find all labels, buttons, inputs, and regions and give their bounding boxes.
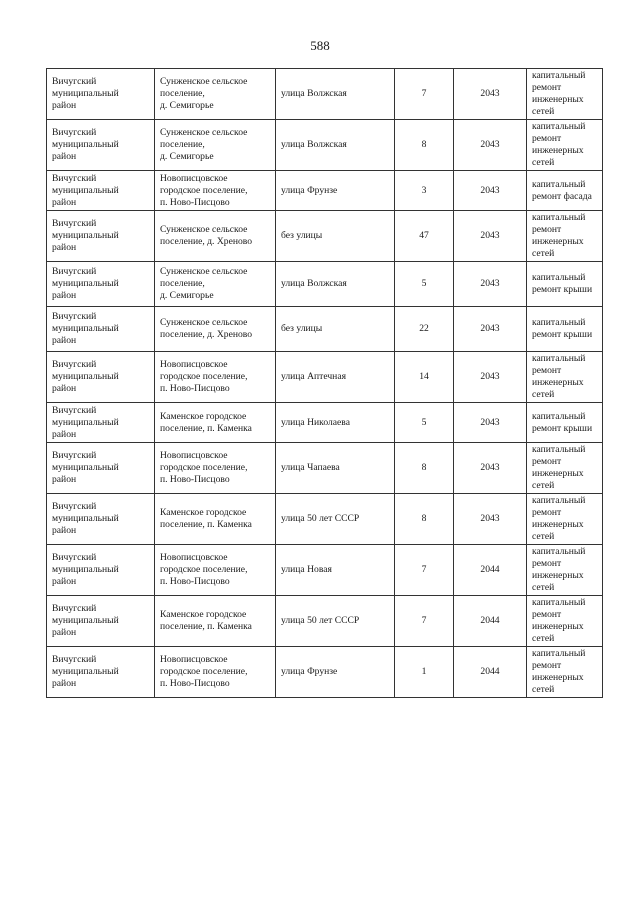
cell-settlement [155, 307, 276, 352]
cell-house-number-text: 8 [421, 139, 427, 150]
cell-year [454, 545, 527, 596]
cell-house-number-text: 8 [421, 462, 427, 473]
cell-street [276, 596, 395, 647]
table-row [47, 443, 603, 494]
table-row [47, 545, 603, 596]
cell-work-type-text: капитальный ремонт инженерных сетей [532, 648, 586, 695]
cell-work-type-text: капитальный ремонт инженерных сетей [532, 353, 586, 400]
cell-house-number [395, 262, 454, 307]
cell-house-number [395, 403, 454, 443]
cell-year-text: 2043 [480, 184, 500, 196]
cell-district-text: Вичугский муниципальный район [52, 266, 119, 301]
cell-settlement [155, 211, 276, 262]
cell-district-text: Вичугский муниципальный район [52, 218, 119, 253]
cell-work-type-text: капитальный ремонт инженерных сетей [532, 444, 586, 491]
cell-settlement-text: Сунженское сельское поселение, д. Семигорье [160, 127, 248, 162]
cell-work-type [527, 352, 603, 403]
cell-settlement-text: Сунженское сельское поселение, д. Семигорье [160, 266, 248, 301]
cell-work-type-text: капитальный ремонт инженерных сетей [532, 212, 586, 259]
cell-year [454, 647, 527, 698]
cell-house-number [395, 596, 454, 647]
cell-district-text: Вичугский муниципальный район [52, 450, 119, 485]
cell-district [47, 307, 155, 352]
cell-settlement [155, 171, 276, 211]
cell-year-text: 2044 [480, 615, 500, 626]
cell-settlement [155, 352, 276, 403]
cell-settlement-text: Новописцовское городское поселение, п. Ново-Писцово [160, 654, 248, 689]
cell-settlement-text: Каменское городское поселение, п. Каменка [160, 609, 252, 632]
cell-house-number-text: 47 [419, 230, 429, 241]
cell-district [47, 494, 155, 545]
cell-year-text: 2043 [480, 462, 500, 473]
cell-year [454, 443, 527, 494]
cell-house-number [395, 494, 454, 545]
cell-district [47, 352, 155, 403]
repair-schedule-table [46, 68, 603, 698]
cell-work-type [527, 647, 603, 698]
cell-year [454, 352, 527, 403]
cell-year [454, 262, 527, 307]
cell-settlement [155, 120, 276, 171]
table-body [47, 69, 603, 698]
table-row [47, 494, 603, 545]
cell-year-text: 2044 [480, 666, 500, 677]
cell-street [276, 443, 395, 494]
cell-year-text: 2043 [480, 513, 500, 524]
cell-street [276, 307, 395, 352]
cell-street-text: улица Николаева [281, 416, 350, 428]
cell-settlement-text: Сунженское сельское поселение, д. Хреново [160, 317, 253, 340]
cell-house-number-text: 7 [421, 615, 427, 626]
table-row [47, 120, 603, 171]
table-row [47, 307, 603, 352]
cell-district-text: Вичугский муниципальный район [52, 172, 119, 208]
cell-street [276, 647, 395, 698]
cell-work-type [527, 120, 603, 171]
cell-settlement-text: Новописцовское городское поселение, п. Ново-Писцово [160, 450, 248, 485]
cell-district-text: Вичугский муниципальный район [52, 552, 119, 587]
cell-year [454, 171, 527, 211]
table-row [47, 262, 603, 307]
cell-work-type-text: капитальный ремонт инженерных сетей [532, 546, 586, 593]
cell-house-number-text: 22 [419, 323, 429, 334]
cell-house-number-text: 5 [421, 278, 427, 289]
cell-settlement-text: Каменское городское поселение, п. Каменка [160, 410, 252, 434]
cell-district-text: Вичугский муниципальный район [52, 311, 119, 346]
cell-street [276, 262, 395, 307]
cell-work-type-text: капитальный ремонт инженерных сетей [532, 495, 586, 542]
cell-district [47, 545, 155, 596]
cell-street-text: без улицы [281, 323, 323, 334]
cell-year-text: 2043 [480, 230, 500, 241]
cell-settlement-text: Новописцовское городское поселение, п. Ново-Писцово [160, 172, 248, 208]
cell-house-number-text: 5 [421, 416, 427, 428]
cell-street [276, 69, 395, 120]
cell-year-text: 2043 [480, 416, 500, 428]
cell-district [47, 171, 155, 211]
table-row [47, 171, 603, 211]
cell-work-type [527, 69, 603, 120]
cell-work-type [527, 262, 603, 307]
cell-street-text: улица Фрунзе [281, 184, 338, 196]
table-row [47, 403, 603, 443]
table-row [47, 352, 603, 403]
cell-district [47, 443, 155, 494]
cell-work-type [527, 307, 603, 352]
table-row [47, 69, 603, 120]
table-row [47, 647, 603, 698]
cell-street [276, 120, 395, 171]
cell-year [454, 596, 527, 647]
cell-work-type-text: капитальный ремонт крыши [532, 272, 593, 295]
cell-street [276, 211, 395, 262]
cell-year [454, 307, 527, 352]
cell-house-number-text: 14 [419, 371, 429, 382]
cell-year [454, 403, 527, 443]
cell-house-number [395, 120, 454, 171]
cell-year [454, 494, 527, 545]
page-number: 588 [310, 38, 330, 53]
cell-house-number [395, 211, 454, 262]
cell-settlement [155, 647, 276, 698]
cell-settlement [155, 494, 276, 545]
cell-house-number [395, 647, 454, 698]
cell-street [276, 171, 395, 211]
cell-house-number-text: 8 [421, 513, 427, 524]
cell-street-text: без улицы [281, 230, 323, 241]
table-row [47, 211, 603, 262]
cell-year-text: 2044 [480, 564, 500, 575]
cell-district [47, 647, 155, 698]
cell-year-text: 2043 [480, 278, 500, 289]
cell-settlement-text: Сунженское сельское поселение, д. Хреново [160, 224, 253, 247]
cell-district [47, 120, 155, 171]
cell-house-number [395, 443, 454, 494]
cell-year [454, 211, 527, 262]
cell-settlement-text: Сунженское сельское поселение, д. Семигорье [160, 76, 248, 111]
cell-street-text: улица Чапаева [281, 462, 340, 473]
cell-work-type-text: капитальный ремонт фасада [532, 178, 592, 202]
cell-work-type-text: капитальный ремонт крыши [532, 410, 593, 434]
cell-district [47, 211, 155, 262]
cell-settlement-text: Новописцовское городское поселение, п. Ново-Писцово [160, 552, 248, 587]
cell-district-text: Вичугский муниципальный район [52, 76, 119, 111]
cell-street-text: улица Волжская [281, 88, 347, 99]
cell-settlement [155, 262, 276, 307]
cell-work-type [527, 171, 603, 211]
cell-house-number [395, 545, 454, 596]
cell-house-number-text: 7 [421, 564, 427, 575]
cell-district-text: Вичугский муниципальный район [52, 501, 119, 536]
cell-work-type [527, 545, 603, 596]
cell-street-text: улица 50 лет СССР [281, 513, 360, 524]
cell-street-text: улица Фрунзе [281, 666, 338, 677]
cell-house-number-text: 1 [421, 666, 427, 677]
table-row [47, 596, 603, 647]
cell-year-text: 2043 [480, 88, 500, 99]
cell-district [47, 262, 155, 307]
cell-work-type [527, 494, 603, 545]
cell-street [276, 352, 395, 403]
cell-district-text: Вичугский муниципальный район [52, 654, 119, 689]
cell-settlement [155, 69, 276, 120]
cell-district [47, 403, 155, 443]
cell-district-text: Вичугский муниципальный район [52, 359, 119, 394]
cell-year [454, 69, 527, 120]
cell-house-number [395, 352, 454, 403]
cell-house-number-text: 7 [421, 88, 427, 99]
cell-settlement [155, 443, 276, 494]
cell-house-number [395, 307, 454, 352]
cell-house-number-text: 3 [421, 184, 427, 196]
cell-settlement [155, 545, 276, 596]
cell-work-type [527, 596, 603, 647]
cell-house-number [395, 171, 454, 211]
cell-street [276, 403, 395, 443]
cell-settlement-text: Каменское городское поселение, п. Каменка [160, 507, 252, 530]
cell-work-type [527, 443, 603, 494]
cell-work-type-text: капитальный ремонт инженерных сетей [532, 121, 586, 168]
cell-street-text: улица Новая [281, 564, 332, 575]
cell-street-text: улица 50 лет СССР [281, 615, 360, 626]
cell-house-number [395, 69, 454, 120]
cell-street-text: улица Волжская [281, 139, 347, 150]
cell-work-type-text: капитальный ремонт инженерных сетей [532, 70, 586, 117]
cell-work-type-text: капитальный ремонт крыши [532, 317, 593, 340]
cell-year [454, 120, 527, 171]
cell-street-text: улица Волжская [281, 278, 347, 289]
cell-year-text: 2043 [480, 139, 500, 150]
cell-work-type [527, 403, 603, 443]
cell-settlement-text: Новописцовское городское поселение, п. Ново-Писцово [160, 359, 248, 394]
cell-district [47, 596, 155, 647]
cell-street [276, 545, 395, 596]
cell-district-text: Вичугский муниципальный район [52, 404, 119, 440]
cell-settlement [155, 596, 276, 647]
cell-year-text: 2043 [480, 323, 500, 334]
cell-settlement [155, 403, 276, 443]
cell-street [276, 494, 395, 545]
cell-work-type [527, 211, 603, 262]
cell-street-text: улица Аптечная [281, 371, 346, 382]
cell-work-type-text: капитальный ремонт инженерных сетей [532, 597, 586, 644]
cell-district-text: Вичугский муниципальный район [52, 603, 119, 638]
cell-district-text: Вичугский муниципальный район [52, 127, 119, 162]
cell-year-text: 2043 [480, 371, 500, 382]
cell-district [47, 69, 155, 120]
